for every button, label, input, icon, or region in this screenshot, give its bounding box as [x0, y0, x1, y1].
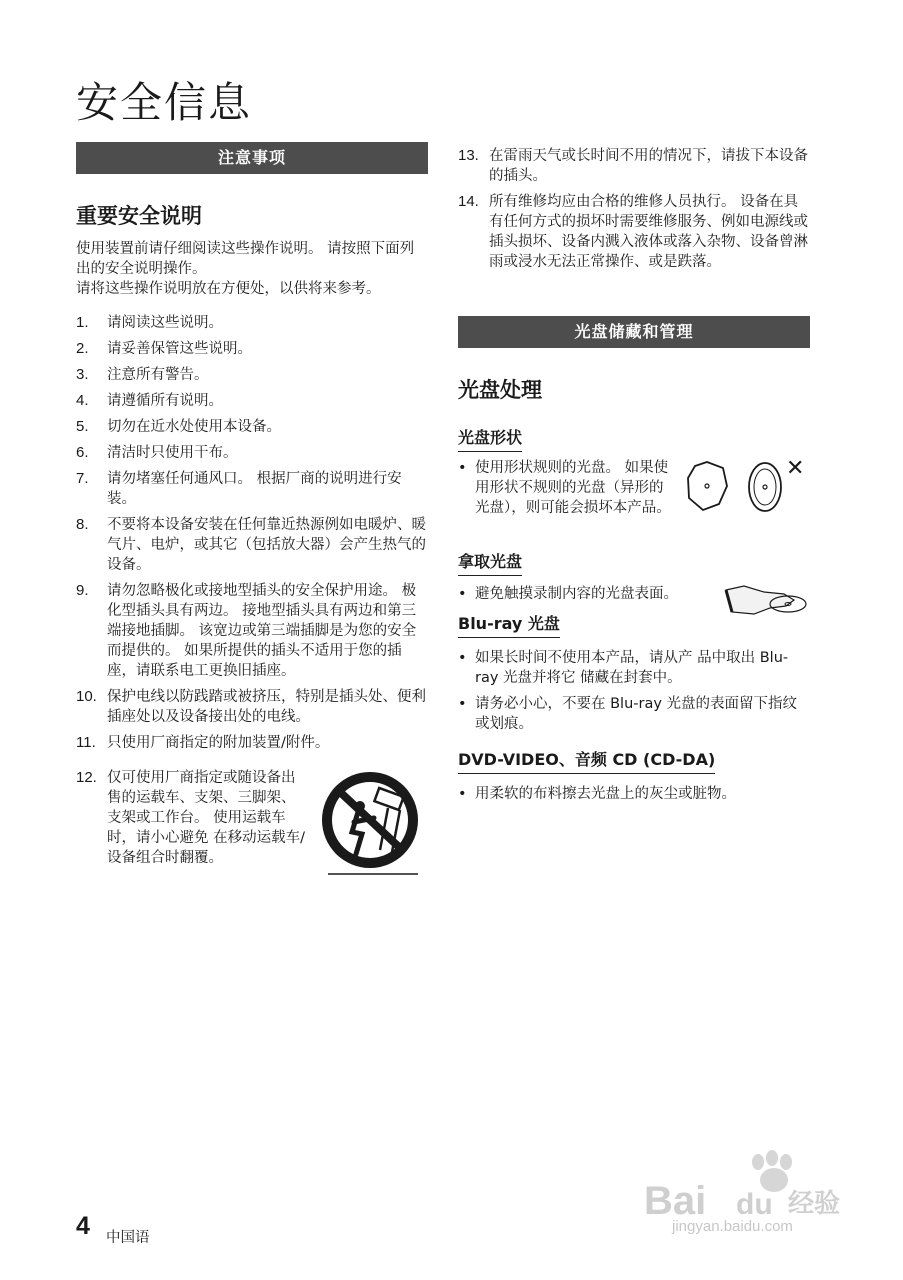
item-number: 13.: [458, 147, 479, 164]
subheading-holding-disc: 拿取光盘: [458, 552, 522, 576]
list-item: [76, 417, 428, 437]
item-text: 只使用厂商指定的附加装置/附件。: [107, 735, 330, 751]
item-text: 请遵循所有说明。: [107, 393, 223, 409]
section-heading-safety: 重要安全说明: [76, 204, 202, 228]
holding-disc-bullets: [458, 584, 728, 604]
section-bar-precautions: 注意事项: [76, 142, 428, 174]
list-item: [76, 687, 428, 727]
intro-text: [76, 239, 428, 299]
page-title: 安全信息: [76, 78, 253, 127]
item-text: 请勿堵塞任何通风口。 根据厂商的说明进行安装。: [107, 471, 402, 507]
section-heading-disc-handling: 光盘处理: [458, 378, 542, 402]
bullet-text: 避免触摸录制内容的光盘表面。: [475, 586, 678, 602]
subheading-dvd-cd: DVD-VIDEO、音频 CD (CD-DA): [458, 750, 715, 774]
item-text: 请阅读这些说明。: [107, 315, 223, 331]
item-text: 请妥善保管这些说明。: [107, 341, 252, 357]
item-text: 清洁时只使用干布。: [107, 445, 238, 461]
item-number: 10.: [76, 688, 97, 705]
cross-icon: ✕: [786, 456, 805, 481]
dvd-cd-bullets: [458, 784, 810, 804]
bullet-text: 请务必小心，不要在 Blu-ray 光盘的表面留下指纹或划痕。: [475, 696, 798, 732]
footer-language: 中国语: [106, 1230, 150, 1246]
item-number: 4.: [76, 392, 89, 409]
list-item: [458, 784, 810, 804]
hexagon-disc-icon: [688, 462, 727, 510]
item-number: 5.: [76, 418, 89, 435]
item-number: 9.: [76, 582, 89, 599]
item-text: 保护电线以防践踏或被挤压，特别是插头处、便利插座处以及设备接出处的电线。: [107, 689, 426, 725]
list-item: [458, 458, 676, 518]
bullet-text: 使用形状规则的光盘。 如果使用形状不规则的光盘（异形的光盘），则可能会损坏本产品。: [475, 460, 671, 516]
bullet-text: 如果长时间不使用本产品，请从产 品中取出 Blu-ray 光盘并将它 储藏在封套中。: [475, 650, 789, 686]
bluray-bullets: [458, 648, 810, 734]
item-text: 注意所有警告。: [107, 367, 209, 383]
bullet-dot: •: [458, 786, 467, 802]
list-item: [76, 443, 428, 463]
watermark-url: jingyan.baidu.com: [672, 1218, 793, 1235]
item-text: 仅可使用厂商指定或随设备出售的运载车、支架、三脚架、支架或工作台。 使用运载车时，请小心避免 在移动运载车/设备组合时翻覆。: [107, 770, 305, 866]
item-number: 2.: [76, 340, 89, 357]
baidu-watermark-logo: [640, 1150, 850, 1220]
intro-line-2: 请将这些操作说明放在方便处，以供将来参考。: [76, 281, 381, 297]
list-item: [458, 584, 728, 604]
item-number: 8.: [76, 516, 89, 533]
bullet-text: 用柔软的布料擦去光盘上的灰尘或脏物。: [475, 786, 736, 802]
item-text: 所有维修均应由合格的维修人员执行。 设备在具有任何方式的损坏时需要维修服务、例如电源线或插头损坏、设备内溅入液体或落入杂物、设备曾淋雨或浸水无法正常操作、或是跌落。: [489, 194, 808, 270]
section-bar-disc-storage: 光盘储藏和管理: [458, 316, 810, 348]
list-item: [458, 694, 810, 734]
svg-text:du: du: [736, 1188, 773, 1220]
disc-shape-bullets: [458, 458, 676, 518]
item-text: 在雷雨天气或长时间不用的情况下，请拔下本设备的插头。: [489, 148, 808, 184]
bullet-dot: •: [458, 696, 467, 712]
page-number: 4: [76, 1212, 90, 1240]
item-text: 切勿在近水处使用本设备。: [107, 419, 281, 435]
item-number: 3.: [76, 366, 89, 383]
item-text: 请勿忽略极化或接地型插头的安全保护用途。 极化型插头具有两边。 接地型插头具有两边和第三端接地插脚。 该宽边或第三端插脚是为您的安全而提供的。 如果所提供的插头不适用于您的插座，请联系电工更换旧插座。: [107, 583, 417, 679]
bullet-dot: •: [458, 586, 467, 602]
intro-line-1: 使用装置前请仔细阅读这些操作说明。 请按照下面列出的安全说明操作。: [76, 241, 415, 277]
item-number: 6.: [76, 444, 89, 461]
list-item: [76, 733, 428, 753]
list-item: [76, 581, 428, 681]
list-item: [458, 648, 810, 688]
list-item: [76, 313, 428, 333]
svg-text:经验: 经验: [788, 1189, 841, 1219]
item-text: 不要将本设备安装在任何靠近热源例如电暖炉、暖气片、电炉，或其它（包括放大器）会产生热气的设备。: [107, 517, 426, 573]
item-number: 14.: [458, 193, 479, 210]
safety-list-item12: [76, 768, 306, 868]
list-item: [76, 515, 428, 575]
list-item: [76, 391, 428, 411]
list-item: [458, 192, 810, 272]
list-item: [76, 469, 428, 509]
svg-text:Bai: Bai: [644, 1179, 707, 1220]
cart-tip-warning-icon: [318, 770, 428, 880]
list-item: [76, 339, 428, 359]
subheading-bluray: Blu-ray 光盘: [458, 614, 560, 638]
list-item: [458, 146, 810, 186]
hand-holding-disc-icon: [724, 582, 810, 622]
item-number: 1.: [76, 314, 89, 331]
item-number: 7.: [76, 470, 89, 487]
bullet-dot: •: [458, 650, 467, 666]
bullet-dot: •: [458, 460, 467, 476]
list-item: [76, 768, 306, 868]
list-item: [76, 365, 428, 385]
subheading-disc-shape: 光盘形状: [458, 428, 522, 452]
item-number: 12.: [76, 769, 97, 786]
safety-list-right: [458, 146, 810, 272]
safety-list: [76, 313, 428, 753]
item-number: 11.: [76, 734, 96, 751]
